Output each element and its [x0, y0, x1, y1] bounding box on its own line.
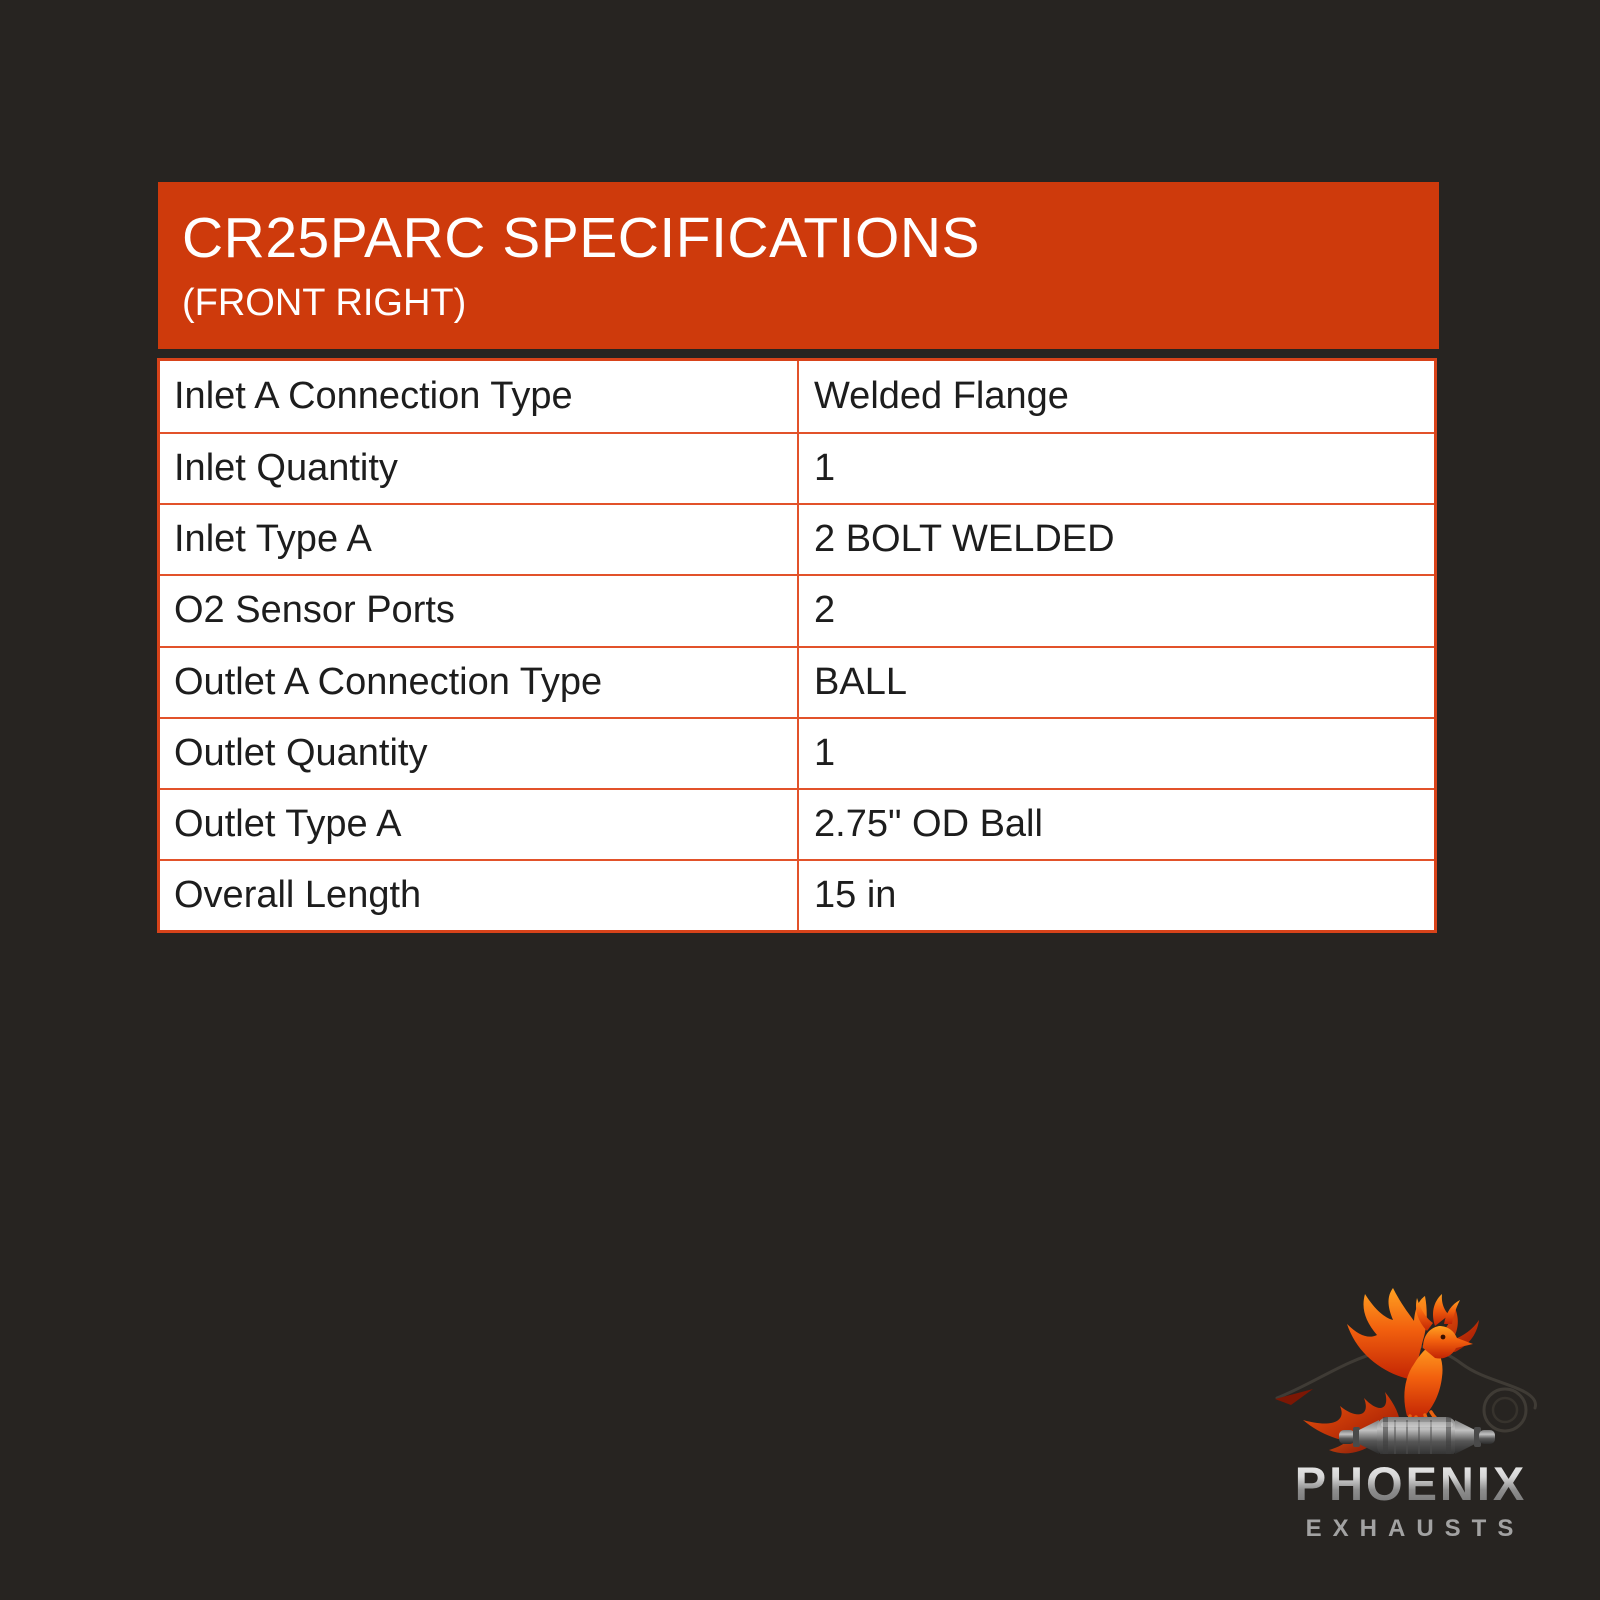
table-row	[160, 788, 1434, 859]
phoenix-eye	[1441, 1335, 1446, 1340]
table-row	[160, 717, 1434, 788]
phoenix-head	[1423, 1326, 1473, 1359]
spec-table	[157, 358, 1437, 933]
spec-value: 2	[797, 576, 1434, 645]
spec-value: 2 BOLT WELDED	[797, 505, 1434, 574]
brand-name: PHOENIX	[1254, 1456, 1568, 1511]
spec-label: Inlet Quantity	[174, 447, 398, 490]
table-row	[160, 503, 1434, 574]
spec-value: BALL	[797, 648, 1434, 717]
spec-value: 2.75" OD Ball	[797, 790, 1434, 859]
spec-label: Outlet Type A	[174, 802, 402, 845]
spec-label: O2 Sensor Ports	[174, 589, 455, 632]
spec-value: 1	[797, 719, 1434, 788]
spec-label: Inlet A Connection Type	[174, 375, 573, 418]
page-title: CR25PARC SPECIFICATIONS	[182, 206, 981, 270]
table-row	[160, 574, 1434, 645]
spec-value: 15 in	[797, 861, 1434, 930]
page-subtitle: (FRONT RIGHT)	[182, 281, 467, 324]
spec-label: Overall Length	[174, 873, 422, 916]
brand-logo	[1254, 1286, 1568, 1543]
spec-label: Inlet Type A	[174, 518, 372, 561]
table-row	[160, 432, 1434, 503]
phoenix-exhausts-icon	[1255, 1286, 1567, 1454]
spec-label: Outlet A Connection Type	[174, 660, 603, 703]
spec-value: 1	[797, 434, 1434, 503]
spec-header-banner	[158, 182, 1439, 349]
table-row	[160, 646, 1434, 717]
spec-value: Welded Flange	[797, 361, 1434, 432]
table-row	[160, 859, 1434, 930]
table-row	[160, 361, 1434, 432]
spec-label: Outlet Quantity	[174, 731, 428, 774]
brand-tagline: EXHAUSTS	[1305, 1515, 1525, 1542]
